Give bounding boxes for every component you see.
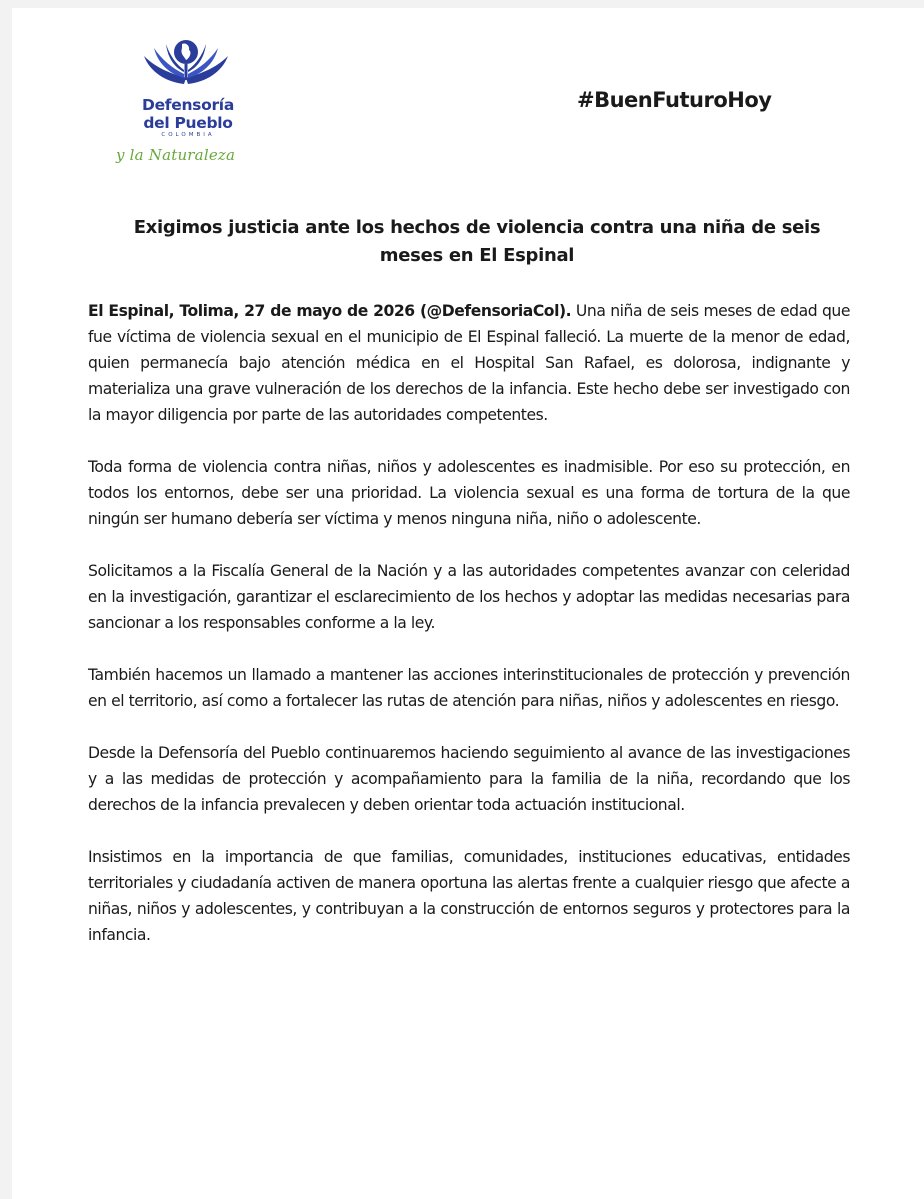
paragraph-6: Insistimos en la importancia de que familias, comunidades, instituciones educativas, entidades territoriales y ciudadanía activen de manera oportuna las alertas frente a cualquier riesgo que afecte a niñas, niños y adolescentes, y contribuyan a la construcción de entornos seguros y protectores para la infancia. [88, 848, 850, 944]
logo-line1: Defensoría [142, 96, 234, 114]
hashtag-part1: #Buen [577, 88, 653, 112]
hashtag-part2: FuturoHoy [652, 88, 772, 112]
hands-globe-icon [140, 34, 232, 94]
paragraph-4: También hacemos un llamado a mantener las acciones interinstitucionales de protección y prevención en el territorio, así como a fortalecer las rutas de atención para niñas, niños y adolescentes en riesgo. [88, 666, 850, 710]
document-page [12, 8, 924, 1199]
logo-country: COLOMBIA [161, 132, 215, 138]
paragraph-1-text: Una niña de seis meses de edad que fue víctima de violencia sexual en el municipio de El Espinal falleció. La muerte de la menor de edad, quien permanecía bajo atención médica en el Hospital San Rafael, es dolorosa, indignante y materializa una grave vulneración de los derechos de la infancia. Este hecho debe ser investigado con la mayor diligencia por parte de las autoridades competentes. [88, 302, 850, 424]
dateline: El Espinal, Tolima, 27 de mayo de 2026 (@DefensoriaCol). [88, 302, 572, 320]
paragraph-3: Solicitamos a la Fiscalía General de la Nación y a las autoridades competentes avanzar con celeridad en la investigación, garantizar el esclarecimiento de los hechos y adoptar las medidas necesarias para sancionar a los responsables conforme a la ley. [88, 562, 850, 632]
paragraph-2: Toda forma de violencia contra niñas, niños y adolescentes es inadmisible. Por eso su protección, en todos los entornos, debe ser una prioridad. La violencia sexual es una forma de tortura de la que ningún ser humano debería ser víctima y menos ninguna niña, niño o adolescente. [88, 458, 850, 528]
press-release-body [88, 298, 850, 974]
paragraph-1 [88, 298, 850, 428]
defensoria-logo [112, 34, 262, 184]
campaign-hashtag [577, 88, 771, 112]
logo-tagline: y la Naturaleza [116, 146, 236, 164]
logo-line2: del Pueblo [143, 114, 233, 132]
paragraph-5: Desde la Defensoría del Pueblo continuaremos haciendo seguimiento al avance de las investigaciones y a las medidas de protección y acompañamiento para la familia de la niña, recordando que los derechos de la infancia prevalecen y deben orientar toda actuación institucional. [88, 744, 850, 814]
press-release-title: Exigimos justicia ante los hechos de violencia contra una niña de seis meses en El Espinal [133, 217, 821, 266]
